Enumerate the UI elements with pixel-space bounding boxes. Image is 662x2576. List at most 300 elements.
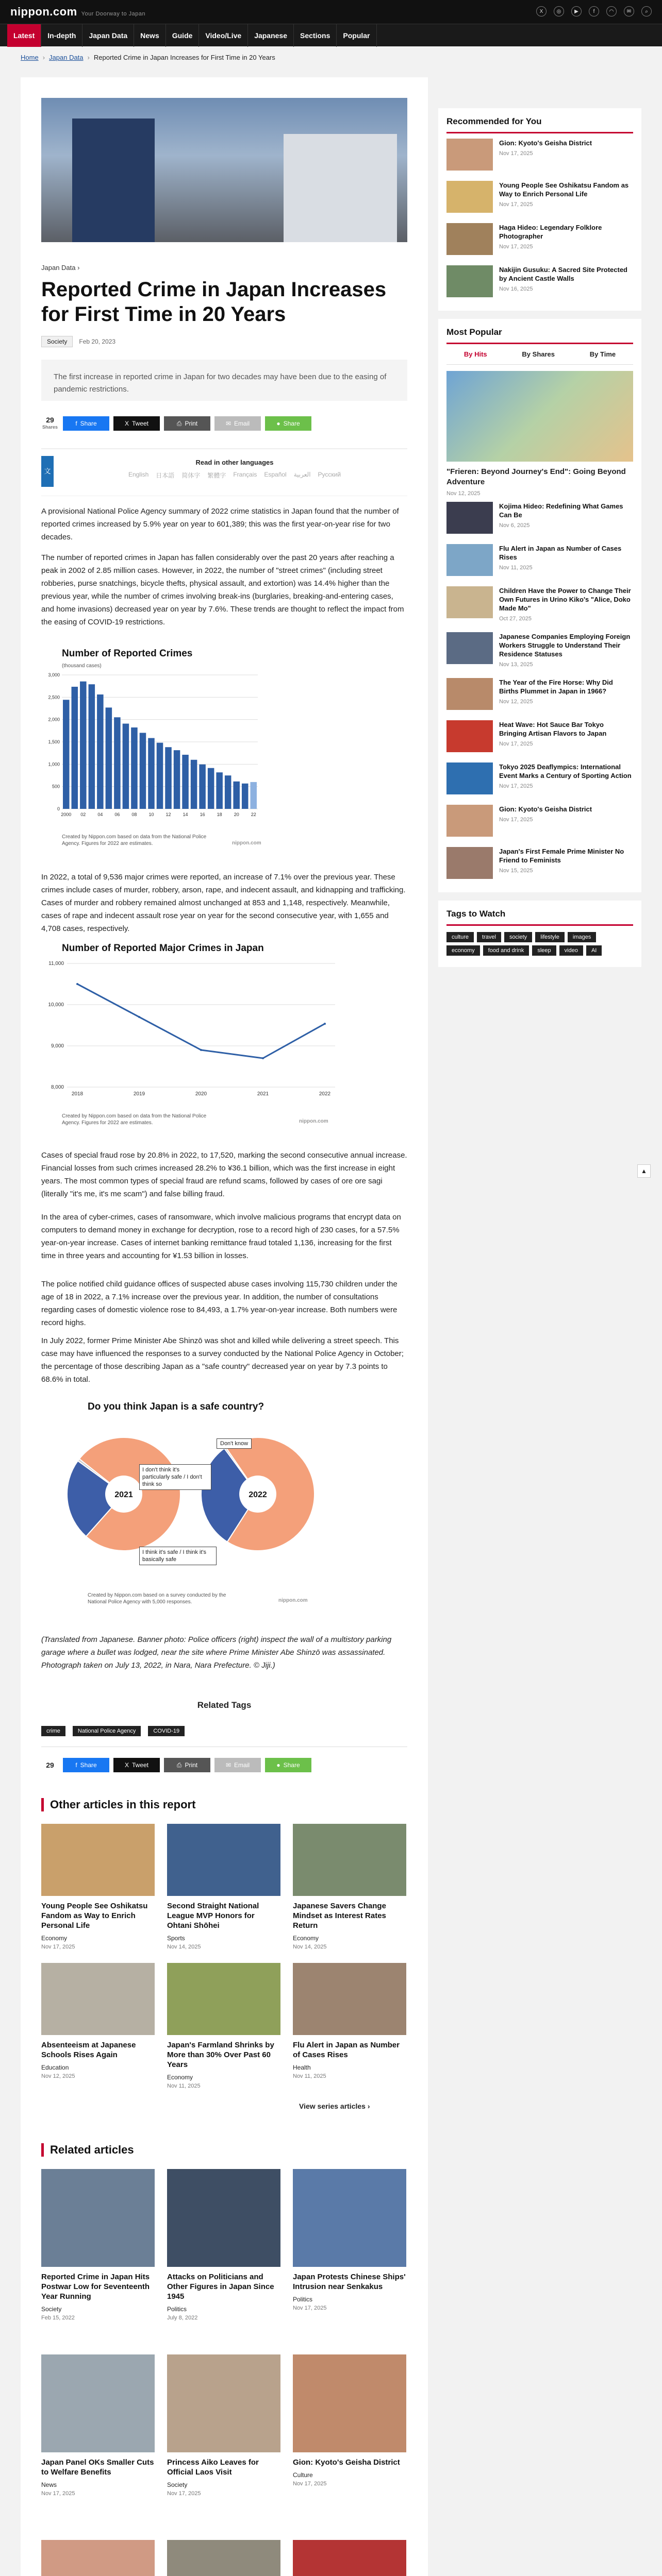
article-tag[interactable]: Society <box>41 336 73 347</box>
item-thumbnail <box>446 223 493 255</box>
share-count: 29 <box>46 1761 54 1769</box>
related-card[interactable] <box>41 2354 155 2497</box>
item-title: Gion: Kyoto's Geisha District <box>499 805 592 813</box>
item-thumbnail <box>446 544 493 576</box>
x-tick-label: 2022 <box>319 1091 331 1097</box>
item-title: Gion: Kyoto's Geisha District <box>499 139 592 147</box>
card-date: Nov 12, 2025 <box>41 2073 75 2079</box>
line-icon: ● <box>276 420 280 427</box>
garage-wall <box>284 134 397 242</box>
item-title: Japan's First Female Prime Minister No Friend to Feminists <box>499 848 624 864</box>
mail-icon[interactable]: ✉ <box>624 6 634 16</box>
card-title: Second Straight National League MVP Honors for Ohtani Shōhei <box>167 1902 259 1930</box>
popular-tabs <box>446 344 633 365</box>
language-links <box>62 471 407 480</box>
line-share-button[interactable] <box>265 416 311 431</box>
mail-icon: ✉ <box>225 1761 231 1769</box>
card-image <box>41 2354 155 2452</box>
bar <box>106 707 112 809</box>
recommended-item[interactable] <box>446 218 633 260</box>
bar <box>250 782 257 809</box>
popular-item[interactable] <box>446 539 633 581</box>
y-tick-label: 8,000 <box>51 1084 64 1090</box>
series-card[interactable] <box>41 1963 155 2079</box>
site-logo[interactable] <box>10 5 145 19</box>
facebook-share-label: Share <box>80 1761 97 1769</box>
bar <box>140 733 146 809</box>
tab-by-shares[interactable]: By Shares <box>522 350 555 358</box>
article-date: Feb 20, 2023 <box>79 338 116 345</box>
nav-popular[interactable]: Popular <box>337 24 376 47</box>
card-category: Economy <box>41 1935 68 1942</box>
tag-pill[interactable]: AI <box>586 945 602 956</box>
bar <box>148 738 155 809</box>
social-icons <box>536 6 652 16</box>
paragraph: The number of reported crimes in Japan has fallen considerably over the past 20 years after reaching a peak in 2002 of 2.85 million cases. However, in 2022, the number of "street crimes" (including street robberies, purse snatchings, bicycle thefts, physical assault, and extortion) was 14.4% higher than the previous year, while the number of crimes involving break-ins (burglaries, breaking-and-entering cases, and home invasions) decreased year on year by 7.6%. These trends are thought to reflect the impact from the easing of COVID-19 restrictions. <box>41 553 404 626</box>
card-title: Young People See Oshikatsu Fandom as Way to Enrich Personal Life <box>41 1902 148 1930</box>
recommended-item[interactable] <box>446 260 633 302</box>
share-bar <box>41 416 311 431</box>
related-card[interactable] <box>293 2169 406 2311</box>
chart-title: Do you think Japan is a safe country? <box>88 1401 264 1412</box>
crumb-home[interactable]: Home <box>21 54 39 61</box>
card-image <box>41 2540 155 2576</box>
x-tick-label: 2018 <box>71 1091 84 1097</box>
share-count <box>41 416 59 431</box>
reported-crimes-chart <box>41 644 273 860</box>
nav-sections[interactable]: Sections <box>294 24 337 47</box>
y-tick-label: 10,000 <box>48 1002 64 1008</box>
card-image <box>167 1963 280 2035</box>
lang-french[interactable]: Français <box>233 471 257 478</box>
item-date: Nov 17, 2025 <box>499 150 533 157</box>
article-title: Reported Crime in Japan Increases for First Time in 20 Years <box>41 278 387 326</box>
lang-traditional-chinese[interactable]: 繁體字 <box>207 472 226 479</box>
popular-item[interactable] <box>446 842 633 884</box>
x-tick-label: 14 <box>183 812 188 817</box>
chart-ylabel: (thousand cases) <box>62 663 102 669</box>
series-section-title: Other articles in this report <box>41 1798 195 1811</box>
item-thumbnail <box>446 805 493 837</box>
popular-item[interactable] <box>446 800 633 842</box>
logo-text: nippon.com <box>10 5 77 18</box>
bar <box>165 747 172 809</box>
series-line <box>77 984 325 1058</box>
data-point <box>200 1049 202 1051</box>
print-button[interactable] <box>164 416 210 431</box>
bar <box>89 684 95 809</box>
card-title: Japanese Savers Change Mindset as Interest Rates Return <box>293 1902 386 1930</box>
related-tags-title: Related Tags <box>197 1700 252 1710</box>
facebook-icon: f <box>75 1761 77 1769</box>
print-button[interactable] <box>164 1758 210 1772</box>
print-icon: ⎙ <box>176 419 182 427</box>
chevron-right-icon: › <box>77 264 80 272</box>
item-text <box>499 544 633 576</box>
card-category: Economy <box>167 2074 193 2081</box>
card-image <box>167 1824 280 1896</box>
card-date: July 8, 2022 <box>167 2315 198 2321</box>
item-date: Nov 17, 2025 <box>499 741 533 747</box>
item-date: Nov 16, 2025 <box>499 286 533 292</box>
popular-item[interactable] <box>446 757 633 800</box>
related-section-title: Related articles <box>41 2143 134 2157</box>
popular-item[interactable] <box>446 581 633 627</box>
facebook-share-button[interactable] <box>63 416 109 431</box>
popular-main-image[interactable] <box>446 371 633 462</box>
paragraph: Cases of special fraud rose by 20.8% in 2022, to 17,520, marking the second consecutive annual increase. Financial losses from such crimes increased 28.2% to ¥36.1 billion, which was the first increase in eight years. The most common types of special fraud are refund scams, followed by cases of ore ore sagi (literally "it's me, it's me scam") and false billing fraud. <box>41 1151 407 1198</box>
card-category: News <box>41 2481 57 2488</box>
x-tick-label: 22 <box>251 812 256 817</box>
item-thumbnail <box>446 265 493 297</box>
lang-spanish[interactable]: Español <box>264 471 287 478</box>
chart-watermark: nippon.com <box>299 1118 328 1124</box>
nav-latest[interactable]: Latest <box>7 24 41 47</box>
card-title: Absenteeism at Japanese Schools Rises Again <box>41 2041 136 2059</box>
y-tick-label: 9,000 <box>51 1043 64 1049</box>
item-title: Children Have the Power to Change Their Own Futures in Urino Kiko's "Alice, Doko Made Mo" <box>499 587 631 612</box>
rss-icon[interactable]: ◠ <box>606 6 617 16</box>
related-card[interactable] <box>167 2540 280 2576</box>
y-tick-label: 0 <box>57 806 60 811</box>
data-point <box>138 1016 140 1018</box>
item-thumbnail <box>446 762 493 794</box>
series-grid <box>41 1824 407 2092</box>
email-button[interactable] <box>214 416 261 431</box>
card-category: Society <box>167 2481 188 2488</box>
popular-main-date: Nov 12, 2025 <box>446 490 481 497</box>
bar <box>242 784 249 809</box>
card-date: Nov 11, 2025 <box>167 2083 201 2089</box>
recommended-item[interactable] <box>446 133 633 176</box>
top-bar <box>0 0 662 24</box>
card-date: Nov 17, 2025 <box>293 2481 327 2487</box>
label-dont-know: Don't know <box>217 1438 252 1449</box>
share-bar-bottom <box>41 1758 311 1772</box>
lang-arabic[interactable]: العربية <box>293 471 311 478</box>
popular-item[interactable] <box>446 497 633 539</box>
view-series-link[interactable] <box>299 2102 370 2110</box>
tag-pill[interactable]: video <box>559 945 583 956</box>
x-tick-label: 08 <box>131 812 137 817</box>
item-text <box>499 632 633 668</box>
item-text <box>499 181 633 213</box>
article-column <box>21 77 428 2576</box>
photo-caption: (Translated from Japanese. Banner photo: Police officers (right) inspect the wall of a multistory parking garage where a bullet was lodged, near the site where Prime Minister Abe Shinzō was assassinated. Photograph taken on July 13, 2022, in Nara, Nara Prefecture. © Jiji.) <box>41 1635 392 1670</box>
facebook-icon: f <box>75 420 77 427</box>
card-image <box>293 1824 406 1896</box>
item-text <box>499 678 633 710</box>
card-title: Gion: Kyoto's Geisha District <box>293 2458 400 2467</box>
tweet-label: Tweet <box>132 1761 149 1769</box>
bar <box>157 743 163 809</box>
bar <box>80 682 87 809</box>
tweet-label: Tweet <box>132 420 149 427</box>
related-card[interactable] <box>41 2169 155 2321</box>
chevron-right-icon: › <box>42 54 45 61</box>
item-title: Kojima Hideo: Redefining What Games Can Be <box>499 502 623 519</box>
popular-item[interactable] <box>446 627 633 673</box>
tag-pill[interactable]: economy <box>446 945 480 956</box>
lang-russian[interactable]: Русский <box>318 471 341 478</box>
y-tick-label: 2,500 <box>48 694 60 700</box>
tag-pill[interactable]: society <box>504 932 532 942</box>
item-thumbnail <box>446 181 493 213</box>
related-card[interactable] <box>167 2354 280 2497</box>
bar <box>216 772 223 809</box>
recommended-box <box>438 108 641 311</box>
tab-by-hits[interactable]: By Hits <box>464 350 487 358</box>
series-card[interactable] <box>167 1963 280 2089</box>
divider <box>41 448 407 449</box>
facebook-share-label: Share <box>80 420 97 427</box>
item-title: Nakijin Gusuku: A Sacred Site Protected by Ancient Castle Walls <box>499 266 627 282</box>
card-image <box>293 2169 406 2267</box>
popular-box <box>438 319 641 892</box>
item-date: Nov 17, 2025 <box>499 201 533 208</box>
card-image <box>167 2354 280 2452</box>
series-card[interactable] <box>167 1824 280 1950</box>
logo-tagline: Your Doorway to Japan <box>81 11 146 17</box>
card-category: Health <box>293 2064 311 2071</box>
card-title: Attacks on Politicians and Other Figures in Japan Since 1945 <box>167 2273 274 2301</box>
data-point <box>76 983 78 985</box>
x-tick-label: 06 <box>114 812 120 817</box>
y-tick-label: 500 <box>52 784 60 789</box>
item-thumbnail <box>446 720 493 752</box>
chart-source: Created by Nippon.com based on a survey conducted by the National Police Agency with 5,000 responses. <box>88 1592 226 1605</box>
series-card[interactable] <box>293 1824 406 1950</box>
lang-english[interactable]: English <box>128 471 149 478</box>
item-text <box>499 720 633 752</box>
officer-figure <box>72 118 155 242</box>
x-icon[interactable]: X <box>536 6 547 16</box>
bar <box>63 700 70 809</box>
item-date: Nov 17, 2025 <box>499 817 533 823</box>
related-card[interactable] <box>293 2540 406 2576</box>
bar <box>191 760 197 809</box>
tag-crime[interactable]: crime <box>41 1726 65 1736</box>
card-title: Japan's Farmland Shrinks by More than 30% Over Past 60 Years <box>167 2041 274 2069</box>
bar <box>97 694 104 809</box>
card-image <box>293 2354 406 2452</box>
y-tick-label: 1,000 <box>48 761 60 767</box>
tag-national-police-agency[interactable]: National Police Agency <box>73 1726 141 1736</box>
item-date: Oct 27, 2025 <box>499 616 532 622</box>
instagram-icon[interactable]: ◎ <box>554 6 564 16</box>
article-category[interactable] <box>41 264 79 272</box>
tab-by-time[interactable]: By Time <box>589 350 616 358</box>
card-category: Economy <box>293 1935 319 1942</box>
card-image <box>293 1963 406 2035</box>
x-tick-label: 04 <box>97 812 103 817</box>
popular-item[interactable] <box>446 715 633 757</box>
related-card[interactable] <box>293 2354 406 2487</box>
crumb-section[interactable]: Japan Data <box>49 54 84 61</box>
related-grid <box>41 2169 407 2576</box>
series-card[interactable] <box>293 1963 406 2079</box>
chart-watermark: nippon.com <box>232 840 261 846</box>
item-text <box>499 265 633 297</box>
item-thumbnail <box>446 502 493 534</box>
lang-japanese[interactable]: 日本語 <box>156 472 175 479</box>
item-date: Nov 17, 2025 <box>499 244 533 250</box>
print-icon: ⎙ <box>176 1761 182 1769</box>
item-thumbnail <box>446 586 493 618</box>
bar <box>208 768 214 809</box>
item-text <box>499 805 592 837</box>
card-category: Education <box>41 2064 69 2071</box>
item-thumbnail <box>446 139 493 171</box>
related-card[interactable] <box>167 2169 280 2321</box>
mail-icon: ✉ <box>225 420 231 427</box>
bar <box>233 782 240 809</box>
line-chart-svg <box>41 958 351 1108</box>
item-text <box>499 139 592 171</box>
lang-simplified-chinese[interactable]: 简体字 <box>181 472 201 479</box>
y-tick-label: 11,000 <box>48 961 64 967</box>
item-title: Haga Hideo: Legendary Folklore Photographer <box>499 224 602 240</box>
label-safe: I think it's safe / I think it's basically safe <box>139 1547 217 1565</box>
item-text <box>499 223 633 255</box>
x-tick-label: 2021 <box>257 1091 269 1097</box>
email-button[interactable] <box>214 1758 261 1772</box>
card-category: Sports <box>167 1935 185 1942</box>
data-point <box>262 1057 264 1059</box>
x-tick-label: 2000 <box>61 812 72 817</box>
card-date: Nov 11, 2025 <box>293 2073 326 2079</box>
tag-pill[interactable]: culture <box>446 932 474 942</box>
chart-title: Number of Reported Major Crimes in Japan <box>62 943 264 954</box>
recommended-item[interactable] <box>446 176 633 218</box>
tag-pill[interactable]: travel <box>477 932 501 942</box>
popular-item[interactable] <box>446 673 633 715</box>
banner-photo <box>41 98 407 242</box>
x-tick-label: 18 <box>217 812 222 817</box>
tags-box <box>438 901 641 967</box>
item-title: The Year of the Fire Horse: Why Did Births Plummet in Japan in 1966? <box>499 679 613 695</box>
share-count-value: 29 <box>46 416 54 424</box>
line-share-label: Share <box>283 1761 300 1769</box>
paragraph: A provisional National Police Agency summary of 2022 crime statistics in Japan found that the number of reported crimes increased by 5.9% year on year to 601,389; this was the first year-on-year rise for two decades. <box>41 507 399 541</box>
card-title: Princess Aiko Leaves for Official Laos Visit <box>167 2458 259 2477</box>
recommended-list <box>446 133 633 302</box>
card-title: Japan Protests Chinese Ships' Intrusion near Senkakus <box>293 2273 406 2291</box>
card-date: Nov 14, 2025 <box>293 1944 327 1950</box>
chevron-right-icon: › <box>87 54 90 61</box>
facebook-share-button[interactable] <box>63 1758 109 1772</box>
bar <box>174 750 180 809</box>
safety-survey-chart <box>52 1401 340 1623</box>
chart-source: Created by Nippon.com based on data from the National Police Agency. Figures for 2022 are estimates. <box>62 834 207 846</box>
major-crimes-chart <box>41 943 351 1139</box>
bar <box>225 775 231 809</box>
card-category: Politics <box>293 2296 313 2303</box>
card-date: Nov 17, 2025 <box>41 1944 75 1950</box>
related-card[interactable] <box>41 2540 155 2576</box>
related-tags <box>41 1726 188 1739</box>
bar <box>131 727 138 809</box>
item-title: Tokyo 2025 Deaflympics: International Event Marks a Century of Sporting Action <box>499 763 632 779</box>
card-image <box>41 1824 155 1896</box>
card-title: Flu Alert in Japan as Number of Cases Rises <box>293 2041 400 2059</box>
tag-pill[interactable]: food and drink <box>483 945 529 956</box>
item-text <box>499 586 633 622</box>
card-image <box>167 2169 280 2267</box>
item-date: Nov 13, 2025 <box>499 662 533 668</box>
share-count-label: Shares <box>42 425 58 430</box>
card-date: Nov 17, 2025 <box>41 2490 75 2497</box>
y-tick-label: 3,000 <box>48 672 60 677</box>
item-title: Flu Alert in Japan as Number of Cases Rises <box>499 545 622 561</box>
youtube-icon[interactable]: ▶ <box>571 6 582 16</box>
line-share-button[interactable] <box>265 1758 311 1772</box>
tag-pill[interactable]: images <box>568 932 596 942</box>
search-icon[interactable]: ⌕ <box>641 6 652 16</box>
item-date: Nov 11, 2025 <box>499 565 533 571</box>
x-tick-label: 2020 <box>195 1091 207 1097</box>
y-tick-label: 2,000 <box>48 717 60 722</box>
nav-in-depth[interactable]: In-depth <box>41 24 82 47</box>
popular-title: Most Popular <box>446 327 633 344</box>
facebook-icon[interactable]: f <box>589 6 599 16</box>
label-not-safe: I don't think it's particularly safe / I don't think so <box>139 1464 211 1490</box>
item-thumbnail <box>446 632 493 664</box>
bar <box>72 687 78 809</box>
sidebar <box>438 108 641 967</box>
tags-title: Tags to Watch <box>446 909 633 926</box>
card-category: Society <box>41 2306 62 2313</box>
category-label: Japan Data <box>41 264 76 272</box>
paragraph: The police notified child guidance offices of suspected abuse cases involving 115,730 children under the age of 18 in 2022, a 7.1% increase over the previous year. In addition, the number of consultations regarding cases of domestic violence rose to 84,493, a 1.7% year-on-year increase. Both numbers were record highs. <box>41 1280 398 1327</box>
line-share-label: Share <box>283 420 300 427</box>
x-tick-label: 02 <box>80 812 86 817</box>
card-image <box>167 2540 280 2576</box>
bar <box>182 755 189 809</box>
tweet-button[interactable] <box>113 416 160 431</box>
nav-japan-data[interactable]: Japan Data <box>82 24 134 47</box>
other-languages-title: Read in other languages <box>195 459 274 466</box>
back-to-top-icon[interactable]: ▲ <box>637 1164 651 1178</box>
series-card[interactable] <box>41 1824 155 1950</box>
print-label: Print <box>185 1761 198 1769</box>
tweet-button[interactable] <box>113 1758 160 1772</box>
item-date: Nov 17, 2025 <box>499 783 533 789</box>
item-title: Young People See Oshikatsu Fandom as Way to Enrich Personal Life <box>499 181 629 198</box>
nav-video-live[interactable]: Video/Live <box>199 24 248 47</box>
tags-list <box>446 932 633 959</box>
card-image <box>41 2169 155 2267</box>
tag-covid-19[interactable]: COVID-19 <box>148 1726 185 1736</box>
tag-pill[interactable]: sleep <box>532 945 556 956</box>
x-icon: X <box>124 420 129 427</box>
card-category: Politics <box>167 2306 187 2313</box>
nav-news[interactable]: News <box>134 24 166 47</box>
item-date: Nov 15, 2025 <box>499 868 533 874</box>
item-text <box>499 847 633 879</box>
paragraph: In the area of cyber-crimes, cases of ransomware, which involve malicious programs that encrypt data on computers to demand money in exchange for decryption, rose to a record high of 230 cases, for a 57.5% year-on-year increase. Cases of internet banking remittance fraud totaled 1,136, increasing for the first time in three years and accounting for ¥1.53 billion in losses. <box>41 1213 401 1260</box>
card-date: Nov 14, 2025 <box>167 1944 201 1950</box>
chart-source: Created by Nippon.com based on data from the National Police Agency. Figures for 2022 are estimates. <box>62 1113 207 1126</box>
language-icon: 文 <box>41 456 54 487</box>
nav-guide[interactable]: Guide <box>166 24 200 47</box>
popular-main-title[interactable]: "Frieren: Beyond Journey's End": Going Beyond Adventure <box>446 467 626 486</box>
card-date: Nov 17, 2025 <box>293 2305 327 2311</box>
nav-japanese[interactable]: Japanese <box>248 24 294 47</box>
print-label: Print <box>185 420 198 427</box>
x-tick-label: 20 <box>234 812 239 817</box>
tag-pill[interactable]: lifestyle <box>535 932 565 942</box>
